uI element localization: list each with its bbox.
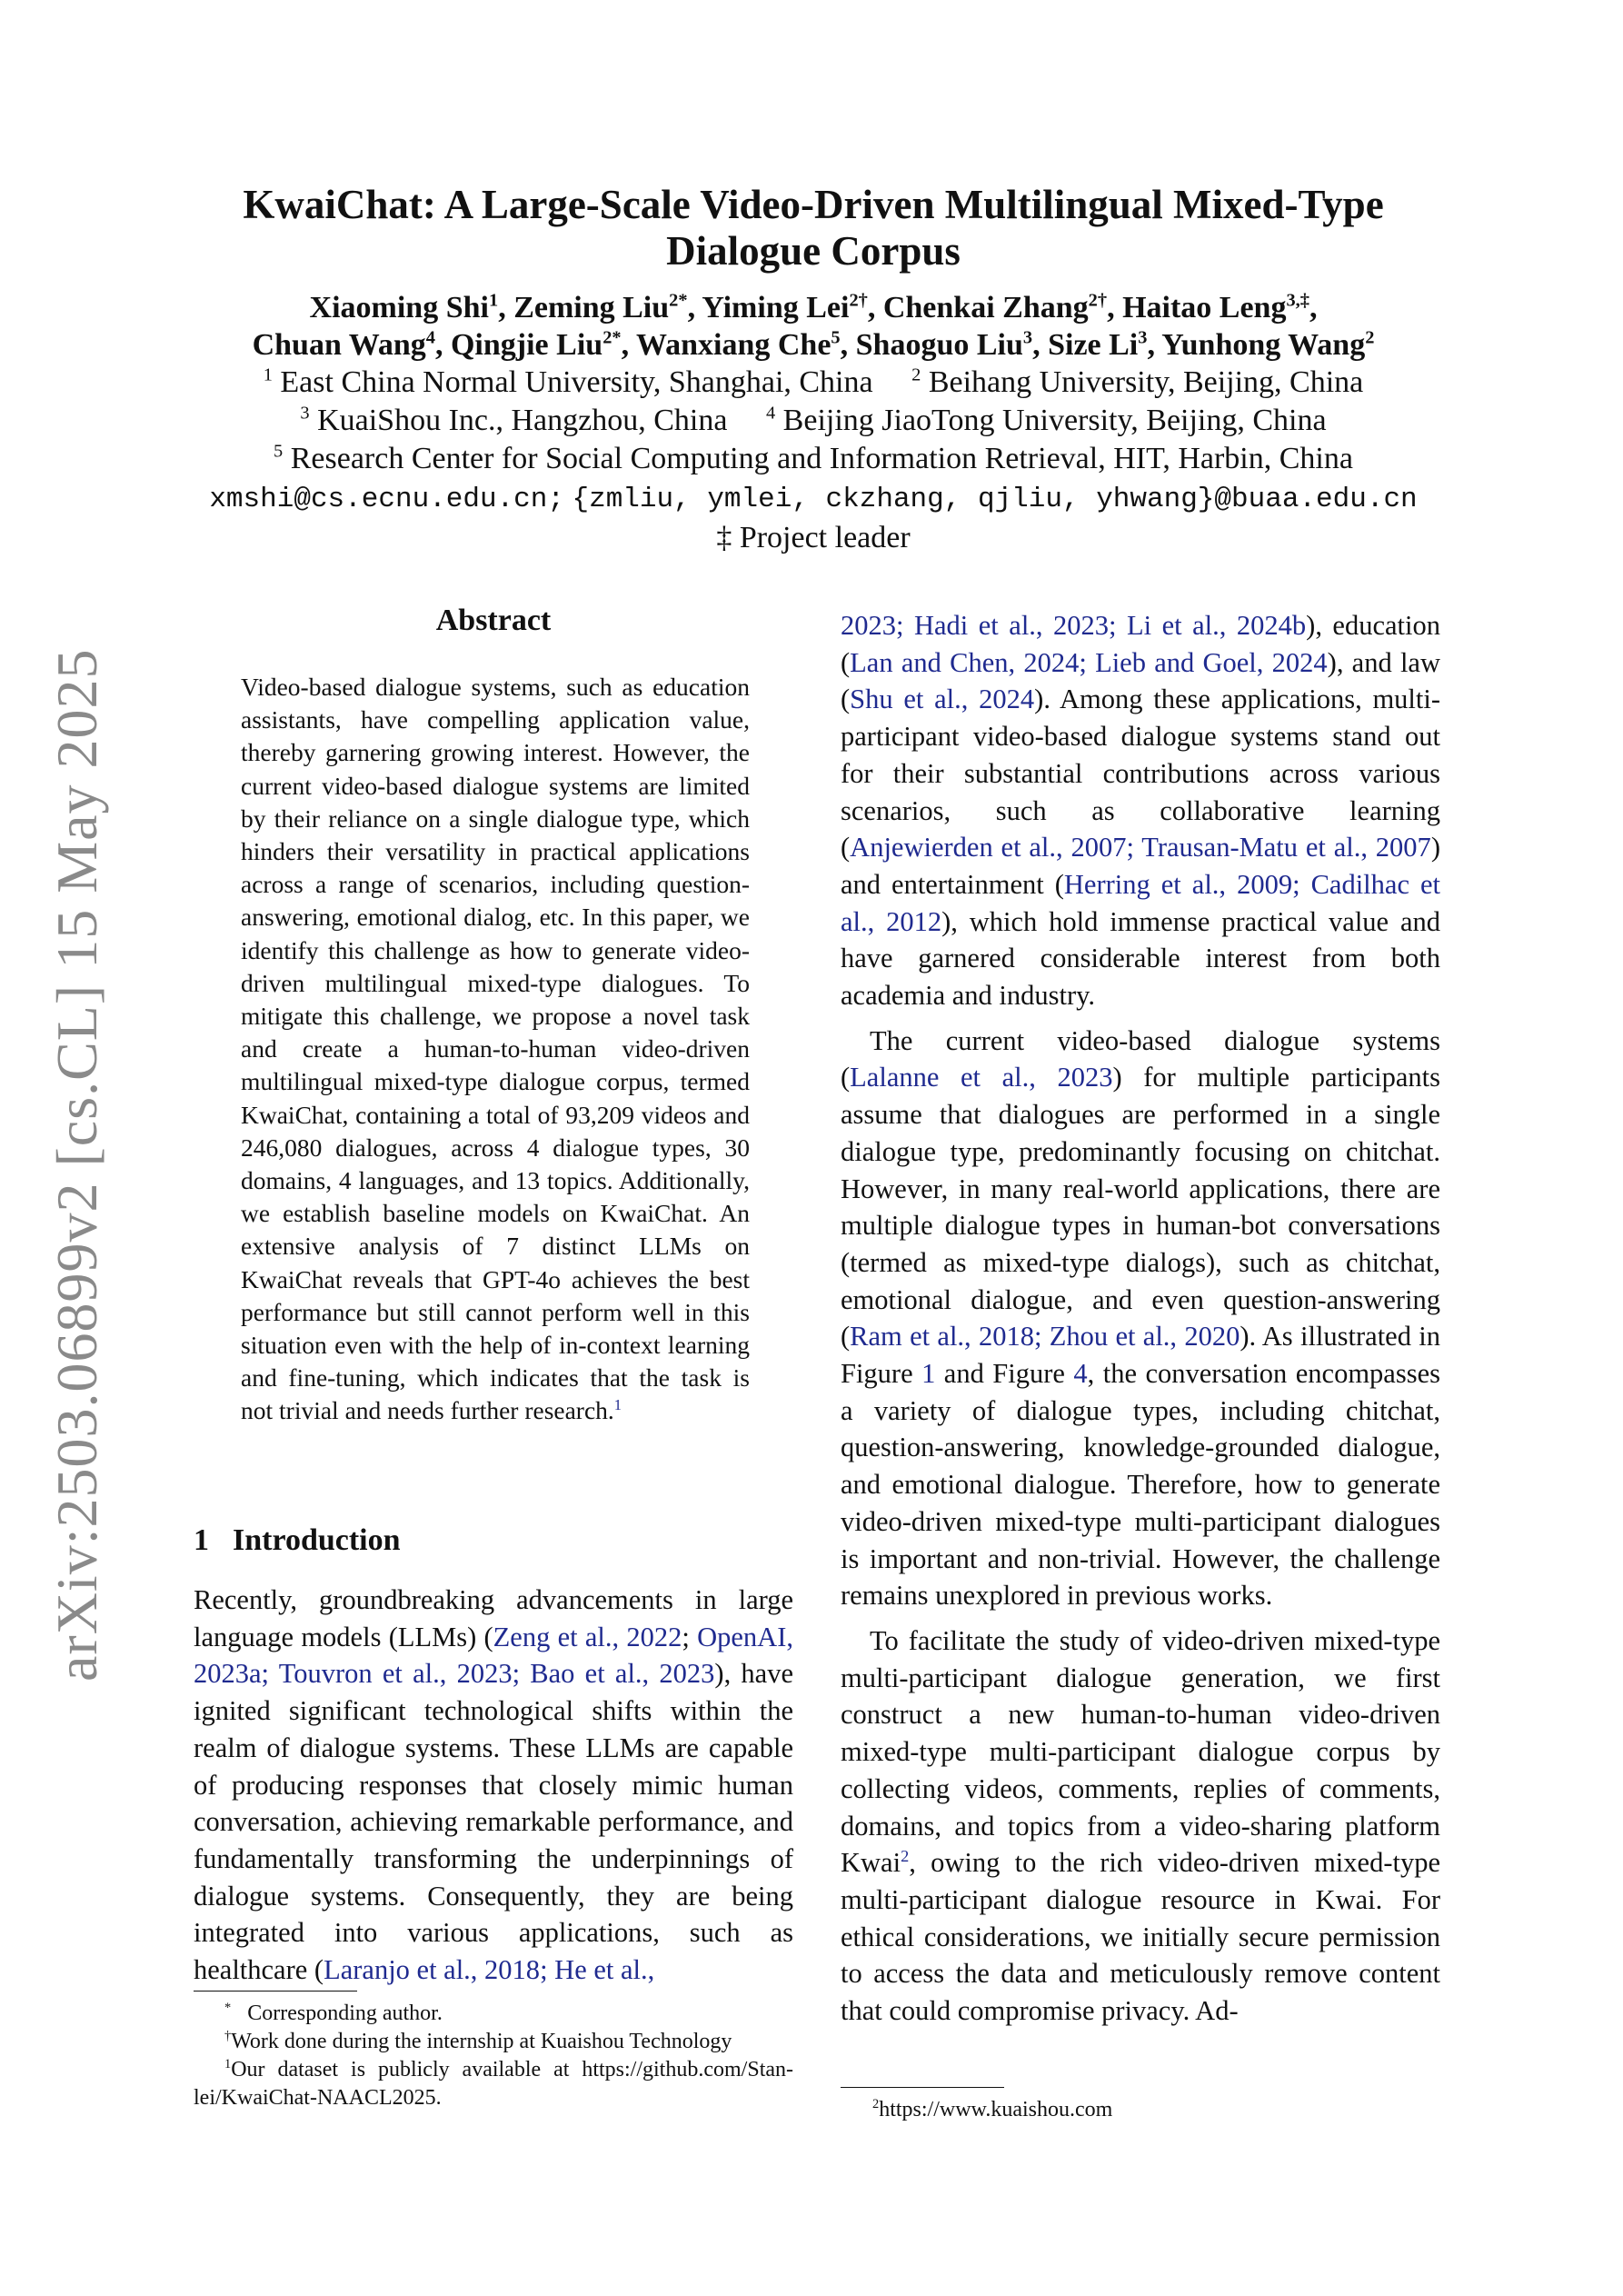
author-line-2: Chuan Wang$^4$, Qingjie Liu$^{2*}$, Wanxiang Che$^5$, Shaoguo Liu$^3$, Size Li$^3$, Yunhong Wang$^2$ [252,327,1375,362]
affiliation-hit: Research Center for Social Computing and Information Retrieval, HIT, Harbin, China [290,442,1353,475]
footnote-link-2[interactable]: 2 [901,1847,910,1866]
author-affiliation-mark: 1 [488,290,499,311]
affiliation-line-2 [164,402,1463,440]
affiliation-number: 4 [765,403,776,424]
footnote-mark: † [224,2029,232,2043]
author-name: Size Li [1048,328,1139,362]
author-affiliation-mark: 2† [1088,290,1108,311]
author-name: Wanxiang Che [635,328,831,362]
citation-link[interactable]: OpenAI, 2023a [194,1621,793,1690]
affiliation-number: 3 [300,403,310,424]
citation-link[interactable]: Lalanne et al., 2023 [850,1062,1113,1093]
author-affiliation-mark: 4 [425,327,435,348]
intro-paragraph-1-cont [841,607,1440,1014]
text: ), education ( [841,610,1440,678]
citation-link[interactable]: Laranjo et al., 2018 [324,1954,541,1986]
footnote-mark: 1 [224,2057,232,2071]
author-name: Haitao Leng [1122,291,1287,324]
email-line [164,478,1463,519]
footnote-rule [194,1991,357,1992]
affiliation-number: 2 [911,364,921,385]
figure-link[interactable]: 1 [921,1358,936,1390]
text: ) and entertainment ( [841,832,1440,900]
text: ; [682,1621,698,1652]
text: To facilitate the study of video-driven mixed-type multi-participant dialogue generation, we first construct a new human-to-human video-driven mixed-type multi-participant dialogue corpus by collecting videos, comments, replies of comments, domains, and topics from a video-sharing platform Kwai [841,1624,1440,1879]
footnote-link-1[interactable]: 1 [613,1396,622,1414]
introduction-right-column [841,607,1440,2038]
affiliation-ecnu: East China Normal University, Shanghai, China [280,365,873,399]
text: ), and law ( [841,646,1440,715]
citation-link[interactable]: Touvron et al., 2023 [278,1658,513,1690]
text: and Figure [935,1358,1074,1390]
text: ; [512,1658,531,1690]
affiliation-beihang: Beihang University, Beijing, China [928,365,1364,399]
author-name: Qingjie Liu [450,328,603,362]
citation-link[interactable]: 2023 [841,610,896,641]
footnote-dataset [194,2056,793,2112]
author-affiliation-mark: 2* [602,327,622,348]
footnote-mark: * [224,2001,232,2015]
author-affiliation-mark: 2 [1365,327,1375,348]
citation-link[interactable]: Herring et al., 2009 [1063,868,1293,900]
footnotes-left [194,2000,793,2112]
author-line-1: Xiaoming Shi$^1$, Zeming Liu$^{2*}$, Yiming Lei$^{2\dagger}$, Chenkai Zhang$^{2\dagger}$, Haitao Leng$^{3,\ddagger}$, [309,290,1318,324]
text: ; [540,1954,555,1986]
text: , the conversation encompasses a variety of dialogue types, including chitchat, question-answering, knowledge-grounded dialogue, and emotional dialogue. Therefore, how to generate video-driven mixed-type multi-participant dialogues is important and non-trivial. However, the challenge remains unexplored in previous works. [841,1358,1440,1612]
email-buaa[interactable]: {zmliu, ymlei, ckzhang, qjliu, yhwang}@buaa.edu.cn [572,484,1418,515]
citation-link[interactable]: Shu et al., 2024 [850,684,1035,715]
section-heading-introduction [194,1523,401,1558]
author-affiliation-mark: 2† [849,290,868,311]
affiliation-kuaishou: KuaiShou Inc., Hangzhou, China [317,404,728,437]
text: Recently, groundbreaking advancements in large language models (LLMs) ( [194,1584,793,1652]
text: ). As illustrated in Figure [841,1321,1440,1390]
footnote-text: Corresponding author. [247,2002,443,2025]
text: ). Among these applications, multi-participant video-based dialogue systems stand out for their substantial contributions across various scenarios, such as collaborative learning ( [841,684,1440,863]
affiliation-bjtu: Beijing JiaoTong University, Beijing, China [782,404,1327,437]
text: ), have ignited significant technological shifts within the realm of dialogue systems. These LLMs are capable of producing responses that closely mimic human conversation, achieving remarkable performance, and fundamentally transforming the underpinnings of dialogue systems. Consequently, they are being integrated into various applications, such as healthcare ( [194,1658,793,1986]
author-name: Chuan Wang [252,328,426,362]
intro-paragraph-1 [194,1582,793,1989]
abstract-heading: Abstract [435,604,552,637]
citation-link[interactable]: Anjewierden et al., 2007 [850,832,1127,863]
affiliation-number: 1 [263,364,273,385]
abstract-text: Video-based dialogue systems, such as education assistants, have compelling application value, thereby garnering growing interest. However, the current video-based dialogue systems are limited by their reliance on a single dialogue type, which hinders their versatility in practical applications across a range of scenarios, including question-answering, emotional dialog, etc. In this paper, we identify this challenge as how to generate video-driven multilingual mixed-type dialogues. To mitigate this challenge, we propose a novel task and create a human-to-human video-driven multilingual mixed-type dialogue corpus, termed KwaiChat, containing a total of 93,209 videos and 246,080 dialogues, across 4 dialogue types, 30 domains, 4 languages, and 13 topics. Additionally, we establish baseline models on KwaiChat. An extensive analysis of 7 distinct LLMs on KwaiChat reveals that GPT-4o achieves the best performance but still cannot perform well in this situation even with the help of in-context learning and fine-tuning, which indicates that the task is not trivial and needs further research. [241,673,750,1425]
citation-link[interactable]: Ram et al., 2018 [850,1321,1034,1353]
affiliations [164,364,1463,557]
text: ; [1109,610,1128,641]
citation-link[interactable]: Cadilhac et al., 2012 [841,868,1441,937]
text: ; [1033,1321,1050,1353]
section-number: 1 [194,1523,209,1557]
abstract-body [241,671,750,1428]
paper-title: KwaiChat: A Large-Scale Video-Driven Multilingual Mixed-Type Dialogue Corpus [243,182,1384,274]
footnote-text: Work done during the internship at Kuaishou Technology [231,2030,732,2053]
citation-link[interactable]: Lan and Chen, 2024 [850,646,1080,678]
affiliation-line-3 [164,440,1463,478]
citation-link[interactable]: Bao et al., 2023 [530,1658,715,1690]
author-affiliation-mark: 2* [669,290,688,311]
author-name: Zeming Liu [513,291,670,324]
text: ; [1292,868,1311,900]
citation-link[interactable]: Lieb and Goel, 2024 [1095,646,1328,678]
footnote-mark: 2 [872,2097,880,2111]
author-name: Xiaoming Shi [309,291,489,324]
citation-link[interactable]: Li et al., 2024b [1127,610,1307,641]
figure-link[interactable]: 4 [1073,1358,1088,1390]
text: ; [896,610,914,641]
footnote-corresponding [194,2000,793,2028]
footnote-url[interactable]: https://www.kuaishou.com [879,2098,1113,2121]
citation-link[interactable]: He et al., [554,1954,655,1986]
affiliation-line-1 [164,364,1463,402]
citation-link[interactable]: Hadi et al., 2023 [913,610,1110,641]
affiliation-number: 5 [274,441,284,462]
author-affiliation-mark: 5 [831,327,841,348]
section-title: Introduction [233,1523,401,1557]
email-ecnu[interactable]: xmshi@cs.ecnu.edu.cn; [209,484,564,515]
footnote-rule [841,2087,1004,2088]
project-leader-note: ‡ Project leader [716,521,911,554]
text: The current video-based dialogue systems ( [841,1024,1440,1093]
intro-paragraph-2 [841,1023,1440,1614]
footnote-internship [194,2028,793,2056]
intro-paragraph-3 [841,1622,1440,2030]
author-affiliation-mark: 3 [1022,327,1033,348]
author-list [164,289,1463,364]
author-affiliation-mark: 3,‡ [1286,290,1309,311]
author-affiliation-mark: 3 [1138,327,1148,348]
author-name: Yunhong Wang [1161,328,1366,362]
text: ), which hold immense practical value and have garnered considerable interest from both academia and industry. [841,905,1440,1012]
introduction-left-column [194,1582,793,1989]
citation-link[interactable]: Trausan-Matu et al., 2007 [1141,832,1431,863]
footnote-text[interactable]: Our dataset is publicly available at https://github.com/Stan-lei/KwaiChat-NAACL2025. [194,2058,793,2110]
arxiv-identifier: arXiv:2503.06899v2 [cs.CL] 15 May 2025 [45,648,109,1682]
citation-link[interactable]: Zhou et al., 2020 [1049,1321,1240,1353]
author-name: Chenkai Zhang [882,291,1089,324]
text: , owing to the rich video-driven mixed-type multi-participant dialogue resource in Kwai. For ethical considerations, we initially secure permission to access the data and meticulously remove content that could compromise privacy. Ad- [841,1847,1440,2027]
author-name: Yiming Lei [702,291,850,324]
text: ; [1126,832,1142,863]
citation-link[interactable]: Zeng et al., 2022 [493,1621,682,1652]
text: ) for multiple participants assume that dialogues are performed in a single dialogue type, predominantly focusing on chitchat. However, in many real-world applications, there are multiple dialogue types in human-bot conversations (termed as mixed-type dialogs), such as chitchat, emotional dialogue, and even question-answering ( [841,1062,1440,1353]
text: ; [1079,646,1096,678]
text: ; [261,1658,279,1690]
footnote-kwai [872,2096,1436,2124]
author-name: Shaoguo Liu [855,328,1023,362]
